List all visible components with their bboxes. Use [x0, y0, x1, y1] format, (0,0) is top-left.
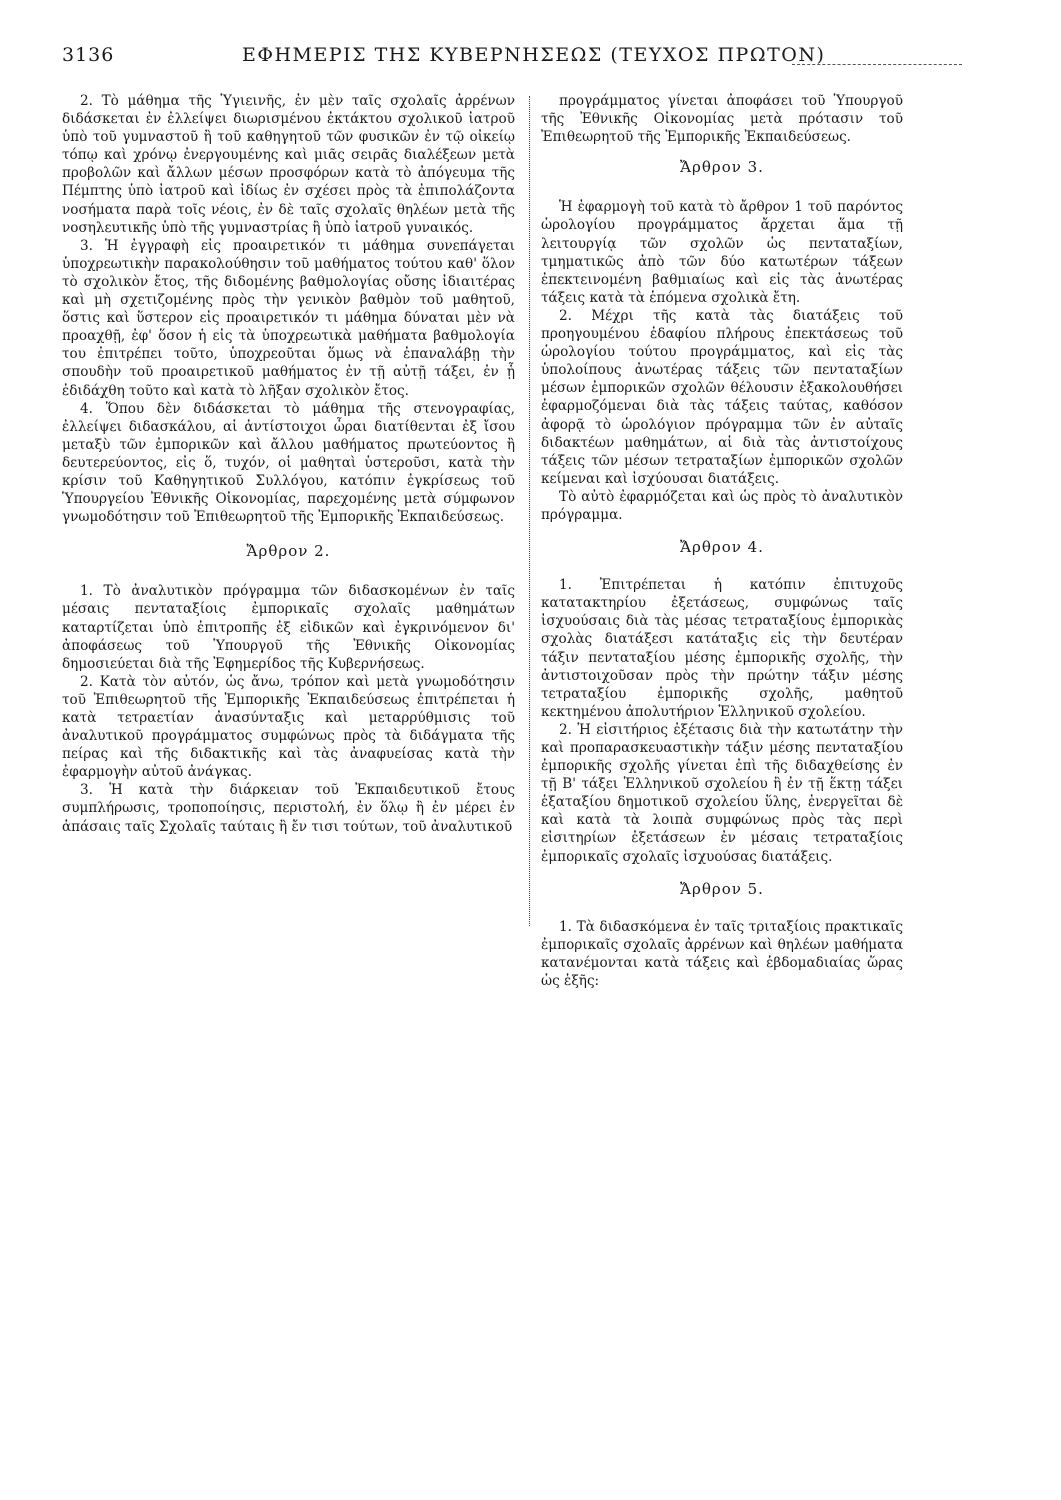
- paragraph: Τὸ αὐτὸ ἐφαρμόζεται καὶ ὡς πρὸς τὸ ἀναλυτικὸν πρόγραμμα.: [541, 488, 903, 523]
- article-heading: Ἄρθρον 4.: [680, 538, 764, 557]
- paragraph: 2. Κατὰ τὸν αὐτόν, ὡς ἄνω, τρόπον καὶ μετὰ γνωμοδότησιν τοῦ Ἐπιθεωρητοῦ τῆς Ἐμπορικῆς Ἐκπαιδεύσεως ἐπιτρέπεται ἡ κατὰ τετραετίαν ἀνασύνταξις καὶ μεταρρύθμισις τοῦ ἀναλυτικοῦ προγράμματος συμφώνως πρὸς τὰ διδάγματα τῆς πείρας καὶ τῆς διδακτικῆς καὶ τὰς ἀναφυείσας κατὰ τὴν ἐφαρμογὴν αὐτοῦ ἀνάγκας.: [62, 673, 515, 781]
- paragraph: 2. Μέχρι τῆς κατὰ τὰς διατάξεις τοῦ προηγουμένου ἐδαφίου πλήρους ἐπεκτάσεως τοῦ ὡρολογίου τούτου προγράμματος, καὶ εἰς τὰς ὑπολοίπους ἀνωτέρας τάξεις τῶν πενταταξίων μέσων ἐμπορικῶν σχολῶν θέλουσιν ἐξακολουθήσει ἐφαρμοζόμεναι διὰ τὰς τάξεις ταύτας, καθόσον ἀφορᾷ τὸ ὡρολόγιον πρόγραμμα τῶν ἐν αὐταῖς διδακτέων μαθημάτων, αἱ διὰ τὰς ἀντιστοίχους τάξεις τῶν μέσων τετραταξίων ἐμπορικῶν σχολῶν κείμεναι καὶ ἰσχύουσαι διατάξεις.: [541, 307, 903, 487]
- page-number: 3136: [62, 44, 115, 66]
- paragraph: προγράμματος γίνεται ἀποφάσει τοῦ Ὑπουργοῦ τῆς Ἐθνικῆς Οἰκονομίας μετὰ πρότασιν τοῦ Ἐπιθεωρητοῦ τῆς Ἐμπορικῆς Ἐκπαιδεύσεως.: [541, 93, 903, 146]
- paragraph: 2. Ἡ εἰσιτήριος ἐξέτασις διὰ τὴν κατωτάτην τὴν καὶ προπαρασκευαστικὴν τάξιν μέσης πενταταξίου ἐμπορικῆς σχολῆς γίνεται ἐπὶ τῆς διδαχθείσης ἐν τῇ Β' τάξει Ἑλληνικοῦ σχολείου ἢ ἐν τῇ ἕκτῃ τάξει ἑξαταξίου δημοτικοῦ σχολείου ὕλης, ἐνεργεῖται δὲ καὶ κατὰ τὰ λοιπὰ συμφώνως πρὸς τὰς περὶ εἰσιτηρίων ἐξετάσεων ἐν μέσαις τετραταξίοις ἐμπορικαῖς σχολαῖς ἰσχυούσας διατάξεις.: [541, 721, 903, 865]
- paragraph: 1. Τὸ ἀναλυτικὸν πρόγραμμα τῶν διδασκομένων ἐν ταῖς μέσαις πενταταξίοις ἐμπορικαῖς σχολαῖς μαθημάτων καταρτίζεται ὑπὸ ἐπιτροπῆς ἐξ εἰδικῶν καὶ ἐγκρινόμενον δι' ἀποφάσεως τοῦ Ὑπουργοῦ τῆς Ἐθνικῆς Οἰκονομίας δημοσιεύεται διὰ τῆς Ἐφημερίδος τῆς Κυβερνήσεως.: [62, 583, 515, 672]
- paragraph: 2. Τὸ μάθημα τῆς Ὑγιεινῆς, ἐν μὲν ταῖς σχολαῖς ἀρρένων διδάσκεται ἐν ἐλλείψει διωρισμένου ἐκτάκτου σχολικοῦ ἰατροῦ ὑπὸ τοῦ γυμναστοῦ ἢ τοῦ καθηγητοῦ τῶν φυσικῶν ἐν τῷ οἰκείῳ τόπῳ καὶ χρόνῳ ἐνεργουμένης καὶ μιᾶς σειρᾶς διαλέξεων μετὰ προβολῶν καὶ ἄλλων μέσων προσφόρων κατὰ τὸ ἀπόγευμα τῆς Πέμπτης ὑπὸ ἰατροῦ καὶ ἰδίως ἐν σχέσει πρὸς τὰ ἐπιπολάζοντα νοσήματα παρὰ τοῖς νέοις, ἐν δὲ ταῖς σχολαῖς θηλέων μετὰ τῆς νοσηλευτικῆς ὑπὸ τῆς γυμναστρίας ἢ ὑπὸ ἰατροῦ γυναικός.: [62, 93, 515, 236]
- running-title: ΕΦΗΜΕΡΙΣ ΤΗΣ ΚΥΒΕΡΝΗΣΕΩΣ (ΤΕΥΧΟΣ ΠΡΩΤΟΝ): [242, 44, 826, 66]
- article-heading: Ἄρθρον 2.: [246, 542, 331, 561]
- column-divider: [529, 96, 530, 926]
- paragraph: Ἡ ἐφαρμογὴ τοῦ κατὰ τὸ ἄρθρον 1 τοῦ παρόντος ὡρολογίου προγράμματος ἄρχεται ἅμα τῇ λειτουργίᾳ τῶν σχολῶν ὡς πενταταξίων, τμηματικῶς ἀπὸ τῶν δύο κατωτέρων τάξεων ἐπεκτεινομένη βαθμιαίως καὶ εἰς τὰς ἀνωτέρας τάξεις κατὰ τὰ ἑπόμενα σχολικὰ ἔτη.: [541, 199, 903, 306]
- article-heading: Ἄρθρον 5.: [680, 879, 764, 898]
- right-column: [541, 92, 903, 990]
- paragraph: 3. Ἡ κατὰ τὴν διάρκειαν τοῦ Ἐκπαιδευτικοῦ ἔτους συμπλήρωσις, τροποποίησις, περιστολή, ἐν ὅλῳ ἢ ἐν μέρει ἐν ἁπάσαις ταῖς Σχολαῖς ταύταις ἢ ἔν τισι τούτων, τοῦ ἀναλυτικοῦ: [62, 782, 515, 835]
- header-rule: [792, 64, 962, 65]
- page-header: [62, 44, 962, 74]
- left-column: [62, 92, 515, 836]
- paragraph: 1. Ἐπιτρέπεται ἡ κατόπιν ἐπιτυχοῦς κατατακτηρίου ἐξετάσεως, συμφώνως ταῖς ἰσχυούσαις διὰ τὰς μέσας τετραταξίους ἐμπορικὰς σχολὰς διατάξεσι κατάταξις εἰς τὴν δευτέραν τάξιν πενταταξίου μέσης ἐμπορικῆς σχολῆς, τὴν ἀντιστοιχοῦσαν πρὸς τὴν πρώτην τάξιν μέσης τετραταξίου ἐμπορικῆς σχολῆς, μαθητοῦ κεκτημένου ἀπολυτήριον Ἑλληνικοῦ σχολείου.: [541, 577, 903, 720]
- paragraph: 1. Τὰ διδασκόμενα ἐν ταῖς τριταξίοις πρακτικαῖς ἐμπορικαῖς σχολαῖς ἀρρένων καὶ θηλέων μαθήματα κατανέμονται κατὰ τάξεις καὶ ἑβδομαδιαίας ὥρας ὡς ἑξῆς:: [541, 918, 903, 990]
- paragraph: 3. Ἡ ἐγγραφὴ εἰς προαιρετικόν τι μάθημα συνεπάγεται ὑποχρεωτικὴν παρακολούθησιν τοῦ μαθήματος τούτου καθ' ὅλον τὸ σχολικὸν ἔτος, τῆς διδομένης βαθμολογίας οὔσης ἰδιαιτέρας καὶ μὴ σχετιζομένης πρὸς τὴν γενικὸν βαθμὸν τοῦ μαθητοῦ, ὅστις καὶ ὕστερον εἰς προαιρετικόν τι μάθημα δύναται μὲν νὰ προαχθῇ, ἐφ' ὅσον ἡ εἰς τὰ ὑποχρεωτικὰ μαθήματα βαθμολογία του ἐπιτρέπει τοῦτο, ὑποχρεοῦται ὅμως νὰ ἐπαναλάβῃ τὴν σπουδὴν τοῦ προαιρετικοῦ μαθήματος ἐν τῇ αὐτῇ τάξει, ἐν ᾗ ἐδιδάχθη τοῦτο καὶ κατὰ τὸ λῆξαν σχολικὸν ἔτος.: [62, 237, 515, 399]
- paragraph: 4. Ὅπου δὲν διδάσκεται τὸ μάθημα τῆς στενογραφίας, ἐλλείψει διδασκάλου, αἱ ἀντίστοιχοι ὧραι διατίθενται ἐξ ἴσου μεταξὺ τῶν ἐμπορικῶν καὶ ἄλλου μαθήματος πρωτεύοντος ἢ δευτερεύοντος, εἰς ὅ, τυχόν, οἱ μαθηταὶ ὑστεροῦσι, κατὰ τὴν κρίσιν τοῦ Καθηγητικοῦ Συλλόγου, κατόπιν ἐγκρίσεως τοῦ Ὑπουργείου Ἐθνικῆς Οἰκονομίας, παρεχομένης μετὰ σύμφωνον γνωμοδότησιν τοῦ Ἐπιθεωρητοῦ τῆς Ἐμπορικῆς Ἐκπαιδεύσεως.: [62, 400, 515, 526]
- article-heading: Ἄρθρον 3.: [680, 158, 764, 177]
